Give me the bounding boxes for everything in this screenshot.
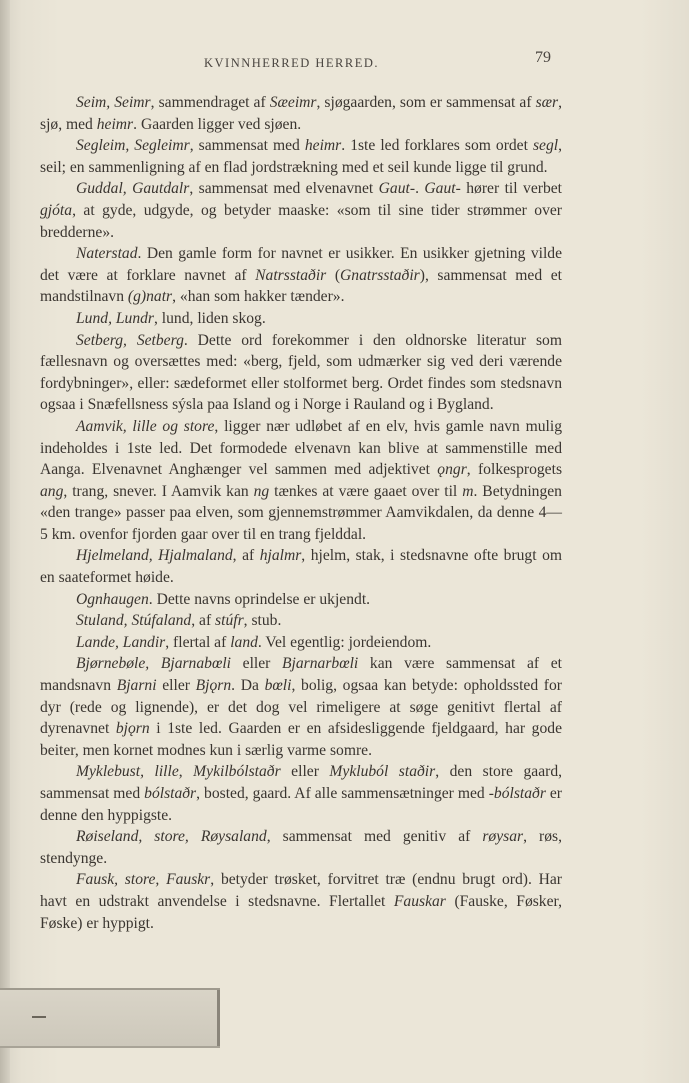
italic-term: Fauskar: [393, 892, 446, 910]
text-run: , den store gaard, sammensat med: [40, 763, 563, 802]
paragraph: [40, 589, 562, 611]
text-run: tænkes at være gaaet over til: [269, 482, 463, 500]
italic-term: ang: [40, 482, 64, 500]
text-run: , ligger nær udløbet af en elv, hvis gamle navn mulig indeholdes i 1ste led. Det formodede elvenavn kan blive at sammenstille med Aanga. Elvenavnet Anghænger vel sammen med adjektivet: [40, 417, 563, 479]
italic-term: Ognhaugen: [76, 590, 149, 608]
text-run: , bosted, gaard. Af alle sammensætninger med: [196, 785, 489, 802]
italic-term: Bjarnarbœli: [282, 655, 359, 673]
paragraph: [40, 243, 562, 308]
text-run: , seil; en sammenligning af en flad jordstrækning med et seil kunde ligge til grund.: [40, 137, 563, 176]
page-gutter: [0, 0, 10, 1083]
text-run: eller: [156, 677, 196, 695]
italic-term: Guddal, Gautdalr: [76, 180, 190, 198]
italic-term: røysar: [482, 828, 524, 846]
text-run: (Fauske, Føsker, Føske) er hyppigt.: [40, 892, 562, 932]
paragraph: [40, 869, 562, 934]
italic-term: Gnatrsstaðir: [340, 266, 420, 284]
text-run: , sammendraget af: [150, 94, 270, 111]
paragraph: [40, 178, 562, 243]
italic-term: Natrsstaðir: [255, 266, 327, 284]
text-run: , betyder trøsket, forvitret træ (endnu brugt ord). Har havt en udstrakt anvendelse i stedsnavne. Flertallet: [40, 871, 562, 910]
italic-term: Gaut-: [378, 180, 416, 198]
text-run: eller: [231, 655, 283, 673]
running-head: KVINNHERRED HERRED.: [204, 56, 380, 70]
italic-term: sær: [535, 94, 559, 111]
paragraph: [40, 653, 562, 761]
paragraph: [40, 416, 562, 546]
italic-term: Gaut-: [424, 180, 461, 198]
paragraph: [40, 761, 562, 826]
text-run: i 1ste led. Gaarden er en afsidesliggende fjeldgaard, har gode beiter, men kornet modnes kun i særlig varme somre.: [40, 720, 562, 759]
italic-term: gjóta: [40, 201, 73, 219]
text-run: , sammensat med: [189, 137, 305, 155]
text-run: , trang, snever. I Aamvik kan: [63, 482, 254, 500]
text-run: , lund, liden skog.: [154, 309, 266, 327]
text-run: . Gaarden ligger ved sjøen.: [133, 115, 302, 133]
text-run: , sjøgaarden, som er sammensat af: [316, 94, 536, 111]
text-run: , røs, stendynge.: [40, 828, 562, 867]
text-run: , «han som hakker tænder».: [172, 288, 345, 306]
italic-term: Lande, Landir: [76, 633, 166, 651]
italic-term: Mykilbólstaðr: [193, 763, 281, 781]
paragraph: [40, 308, 562, 330]
italic-term: m: [462, 482, 474, 500]
text-run: , hjelm, stak, i stedsnavne ofte brugt om en saateformet høide.: [40, 547, 562, 587]
paragraph: [40, 92, 562, 135]
text-run: eller: [280, 763, 330, 781]
italic-term: Myklebust, lille: [76, 763, 179, 781]
text-run: , bolig, ogsaa kan betyde: opholdssted for dyr (rede og lignende), er det dog vel rimeligere at søge genitivt flertal af dyrenavnet: [40, 677, 562, 738]
text-run: , flertal af: [165, 633, 231, 651]
text-run: hører til verbet: [460, 180, 562, 198]
library-label-strip: [0, 988, 220, 1048]
text-run: , sammensat med genitiv af: [266, 828, 483, 846]
italic-term: Hjelmeland, Hjalmaland: [76, 547, 233, 565]
text-run: , af: [191, 612, 216, 630]
italic-term: stúfr: [215, 612, 244, 630]
paragraph: [40, 632, 562, 654]
text-run: (: [326, 266, 341, 284]
text-run: . Betydningen «den trange» passer paa elven, som gjennemstrømmer Aamvikdalen, da denne 4—5 km. ovenfor fjorden gaar over til en trang fjelddal.: [40, 482, 562, 543]
italic-term: -bólstaðr: [488, 785, 546, 802]
paragraph: [40, 545, 562, 588]
italic-term: Stuland, Stúfaland: [76, 612, 192, 630]
italic-term: (g)natr: [127, 288, 173, 306]
italic-term: Bjarni: [116, 677, 157, 695]
page-number: 79: [535, 49, 551, 66]
text-run: , sammensat med elvenavnet: [189, 180, 379, 198]
italic-term: Aamvik, lille og store: [76, 417, 215, 435]
text-run: . 1ste led forklares som ordet: [341, 137, 533, 155]
italic-term: ng: [253, 482, 270, 500]
italic-term: Fausk, store, Fauskr: [76, 871, 211, 889]
italic-term: bólstaðr: [144, 785, 197, 802]
label-mark: [32, 1016, 46, 1018]
italic-term: Segleim, Segleimr: [76, 137, 190, 155]
text-run: . Dette navns oprindelse er ukjendt.: [148, 590, 371, 608]
body-text: [40, 92, 562, 934]
text-run: , folkesprogets: [466, 461, 563, 479]
text-run: .: [415, 180, 425, 198]
text-run: . Da: [231, 677, 265, 695]
italic-term: hjalmr: [259, 547, 302, 565]
italic-term: segl: [532, 137, 559, 155]
text-run: kan være sammensat af et mandsnavn: [40, 655, 562, 695]
text-run: , stub.: [243, 612, 282, 630]
text-run: er denne den hyppigste.: [40, 785, 563, 824]
italic-term: Røiseland, store, Røysaland: [76, 828, 267, 846]
paragraph: [40, 330, 562, 416]
italic-term: Bjǫrn: [195, 677, 232, 695]
italic-term: heimr: [96, 115, 134, 133]
italic-term: Sæeimr: [269, 94, 317, 111]
italic-term: Setberg, Setberg: [76, 331, 184, 349]
text-run: , sjø, med: [40, 94, 563, 133]
text-run: ), sammensat med et mandstilnavn: [40, 266, 562, 306]
label-edge: [217, 990, 220, 1046]
italic-term: Naterstad: [76, 245, 138, 263]
paragraph: [40, 135, 562, 178]
italic-term: heimr: [304, 137, 342, 155]
text-run: ,: [178, 763, 194, 781]
italic-term: bœli: [264, 677, 292, 695]
text-run: . Vel egentlig: jordeiendom.: [257, 633, 432, 651]
italic-term: land: [230, 633, 258, 651]
text-run: , at gyde, udgyde, og betyder maaske: «som til sine tider strømmer over bredderne».: [40, 201, 562, 241]
text-run: , af: [232, 547, 260, 565]
italic-term: Bjørnebøle, Bjarnabœli: [76, 655, 232, 673]
italic-term: Lund, Lundr: [76, 309, 154, 327]
text-run: . Den gamle form for navnet er usikker. En usikker gjetning vilde det være at forklare navnet af: [40, 245, 562, 284]
italic-term: Mykluból staðir: [329, 763, 436, 781]
paragraph: [40, 826, 562, 869]
italic-term: Seim, Seimr: [76, 94, 151, 111]
paragraph: [40, 610, 562, 632]
italic-term: ǫngr: [437, 461, 467, 479]
italic-term: bjǫrn: [115, 720, 150, 738]
text-run: . Dette ord forekommer i den oldnorske literatur som fællesnavn og oversættes med: «berg, fjeld, som udmærker sig ved deri værende fordybninger», eller: sædeformet eller stolformet berg. Ordet findes som stedsnavn ogsaa i Snæfellsness sýsla paa Island og i Norge i Rauland og i Bygland.: [40, 331, 562, 414]
